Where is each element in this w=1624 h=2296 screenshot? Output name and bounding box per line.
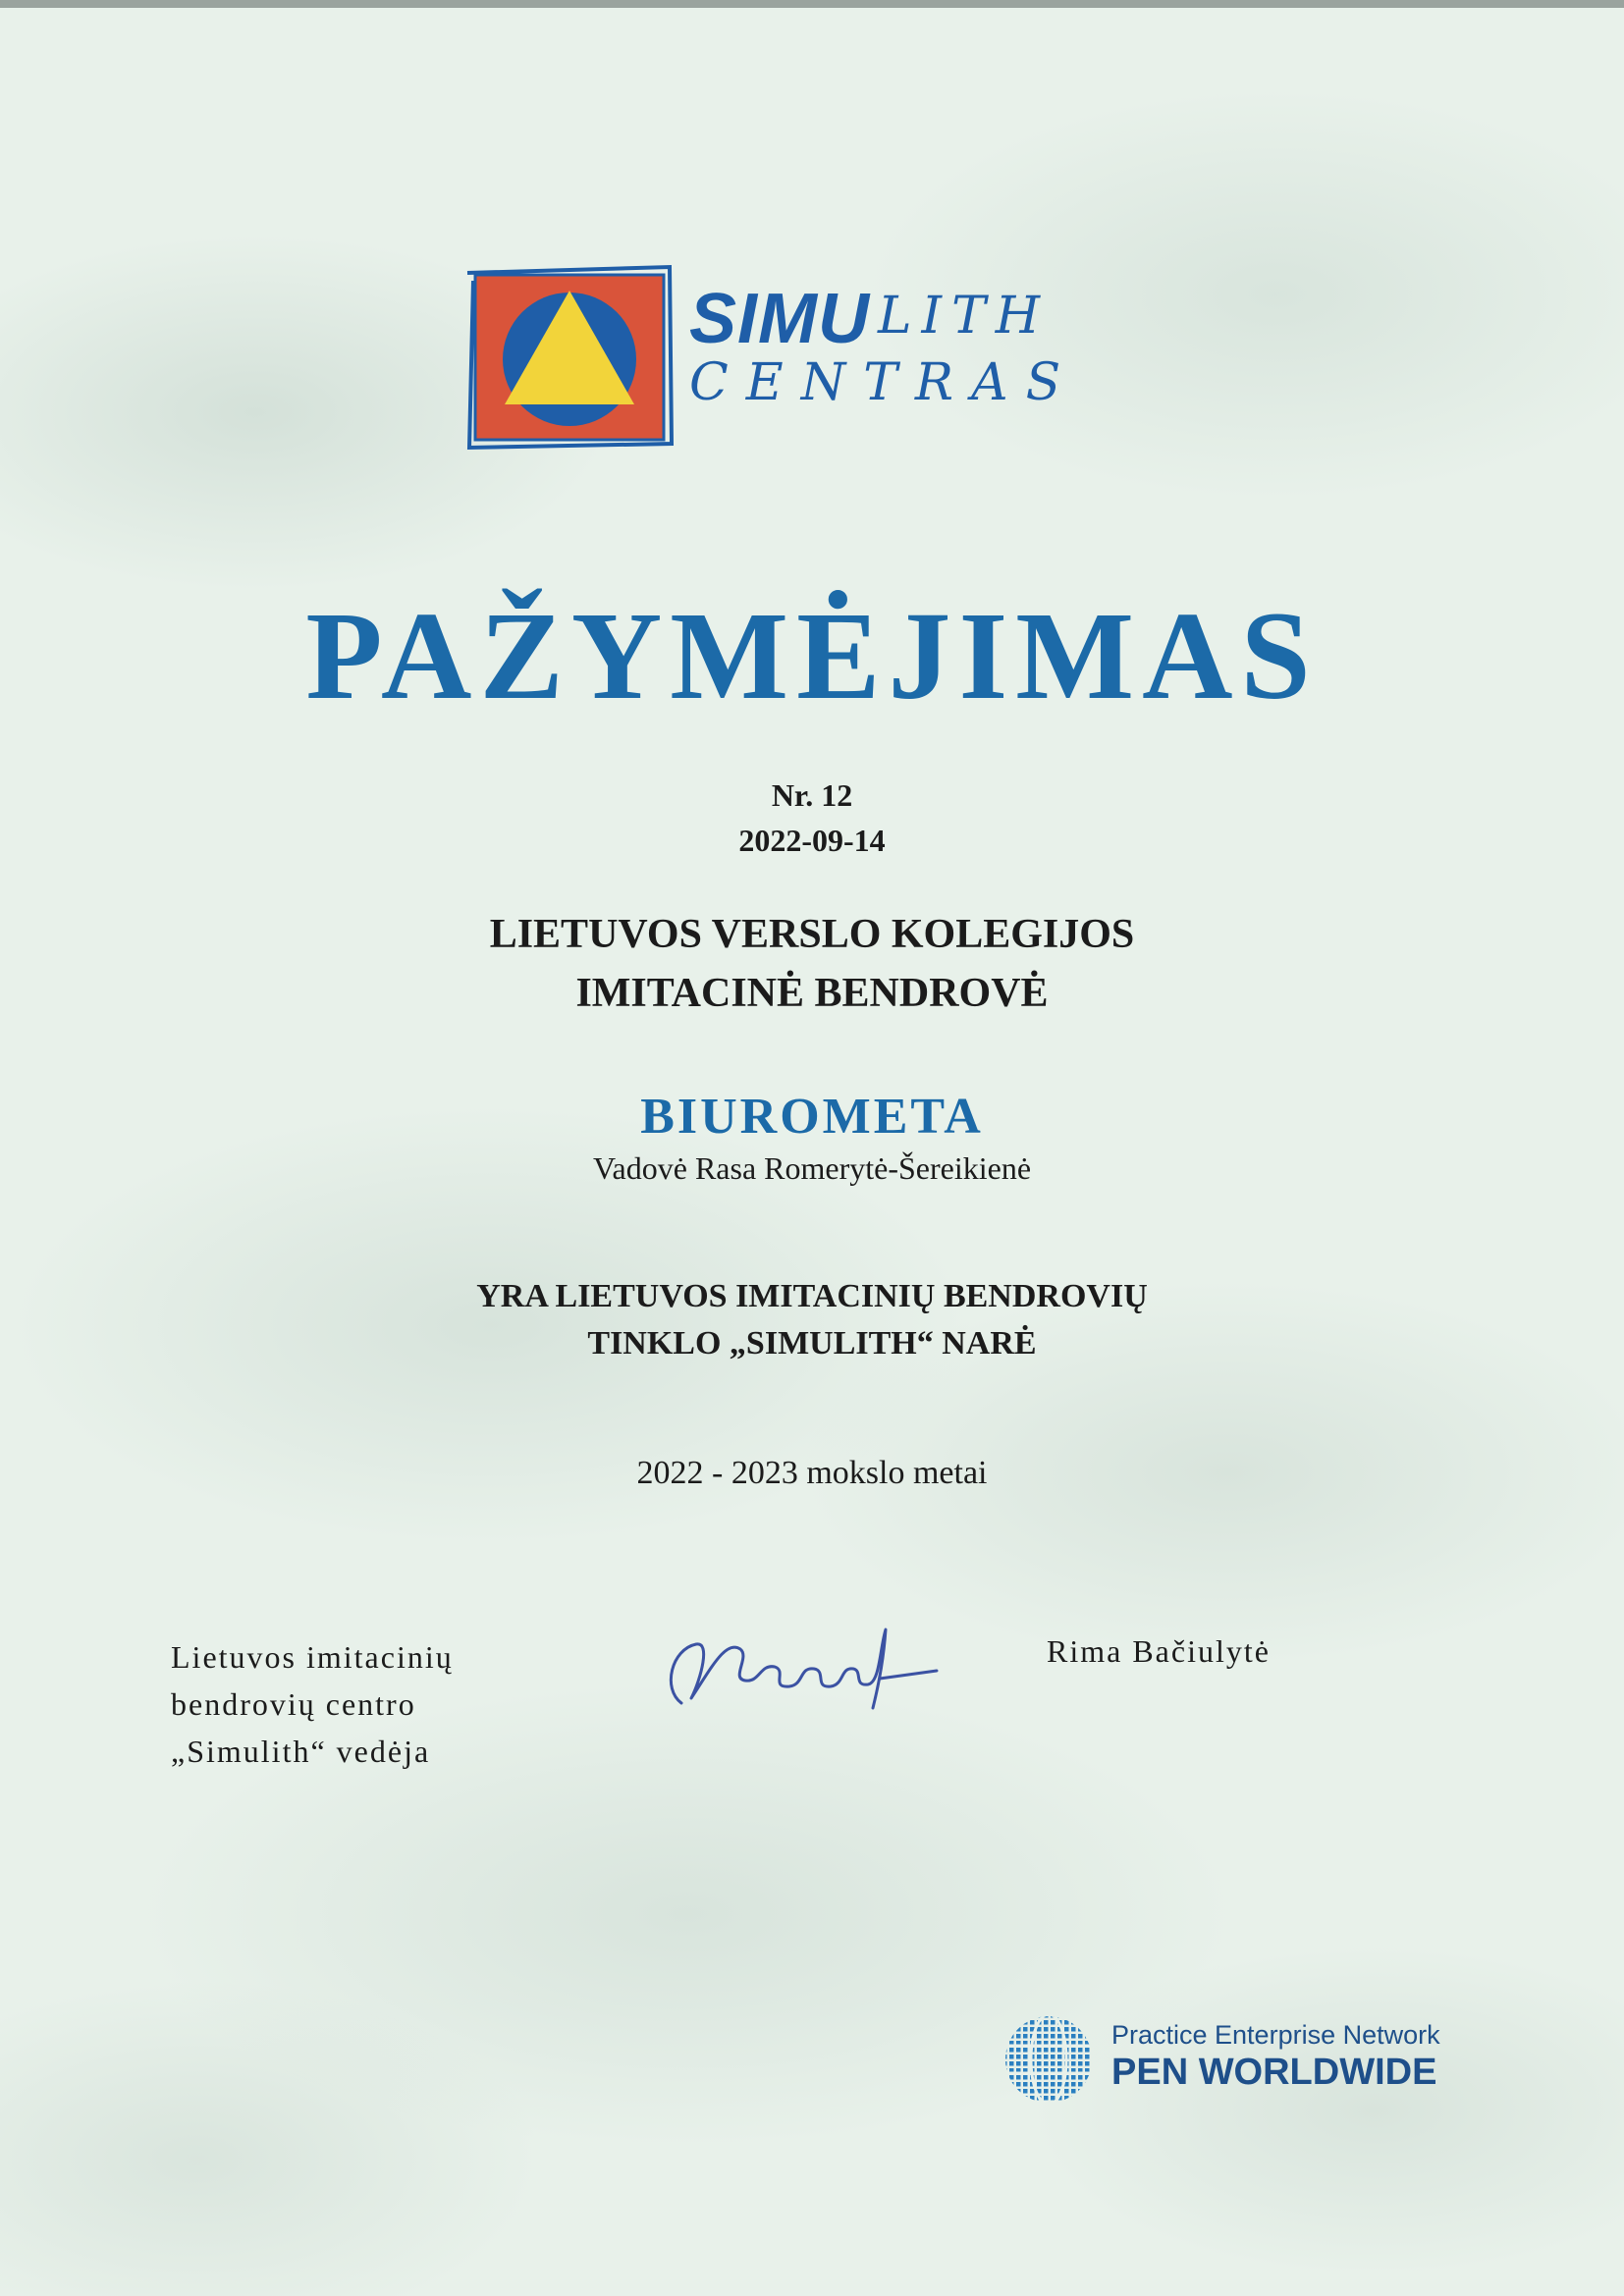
signatory-role-line-1: Lietuvos imitacinių <box>171 1639 454 1675</box>
membership-line-1: YRA LIETUVOS IMITACINIŲ BENDROVIŲ <box>476 1278 1148 1314</box>
organization-line-1: LIETUVOS VERSLO KOLEGIJOS <box>489 912 1135 957</box>
simulith-centras-logo <box>461 257 1168 454</box>
membership-line-2: TINKLO „SIMULITH“ NARĖ <box>587 1325 1037 1362</box>
certificate-date: 2022-09-14 <box>738 823 886 858</box>
logo-lith-text: LITH <box>878 287 1051 346</box>
globe-icon <box>1001 2012 1096 2107</box>
certificate-number: Nr. 12 <box>771 777 853 813</box>
handwritten-signature <box>652 1610 947 1718</box>
signatory-role <box>171 1633 583 1775</box>
pen-tagline: Practice Enterprise Network <box>1111 2020 1440 2050</box>
simulith-triangle-icon <box>461 257 677 454</box>
logo-simu-text: SIMU <box>689 280 870 358</box>
pen-name: PEN WORLDWIDE <box>1111 2052 1437 2093</box>
company-head: Vadovė Rasa Romerytė-Šereikienė <box>592 1150 1032 1186</box>
signatory-name: Rima Bačiulytė <box>1047 1633 1271 1669</box>
logo-centras-text: CENTRAS <box>689 353 1079 412</box>
pen-worldwide-logo <box>1001 2012 1492 2110</box>
signatory-role-line-3: „Simulith“ vedėja <box>171 1734 431 1769</box>
company-name: BIUROMETA <box>640 1089 984 1145</box>
signatory-role-line-2: bendrovių centro <box>171 1686 416 1722</box>
organization-line-2: IMITACINĖ BENDROVĖ <box>575 971 1049 1016</box>
top-border <box>0 0 1624 8</box>
academic-year: 2022 - 2023 mokslo metai <box>636 1455 988 1491</box>
certificate-title: PAŽYMĖJIMAS <box>305 586 1319 725</box>
